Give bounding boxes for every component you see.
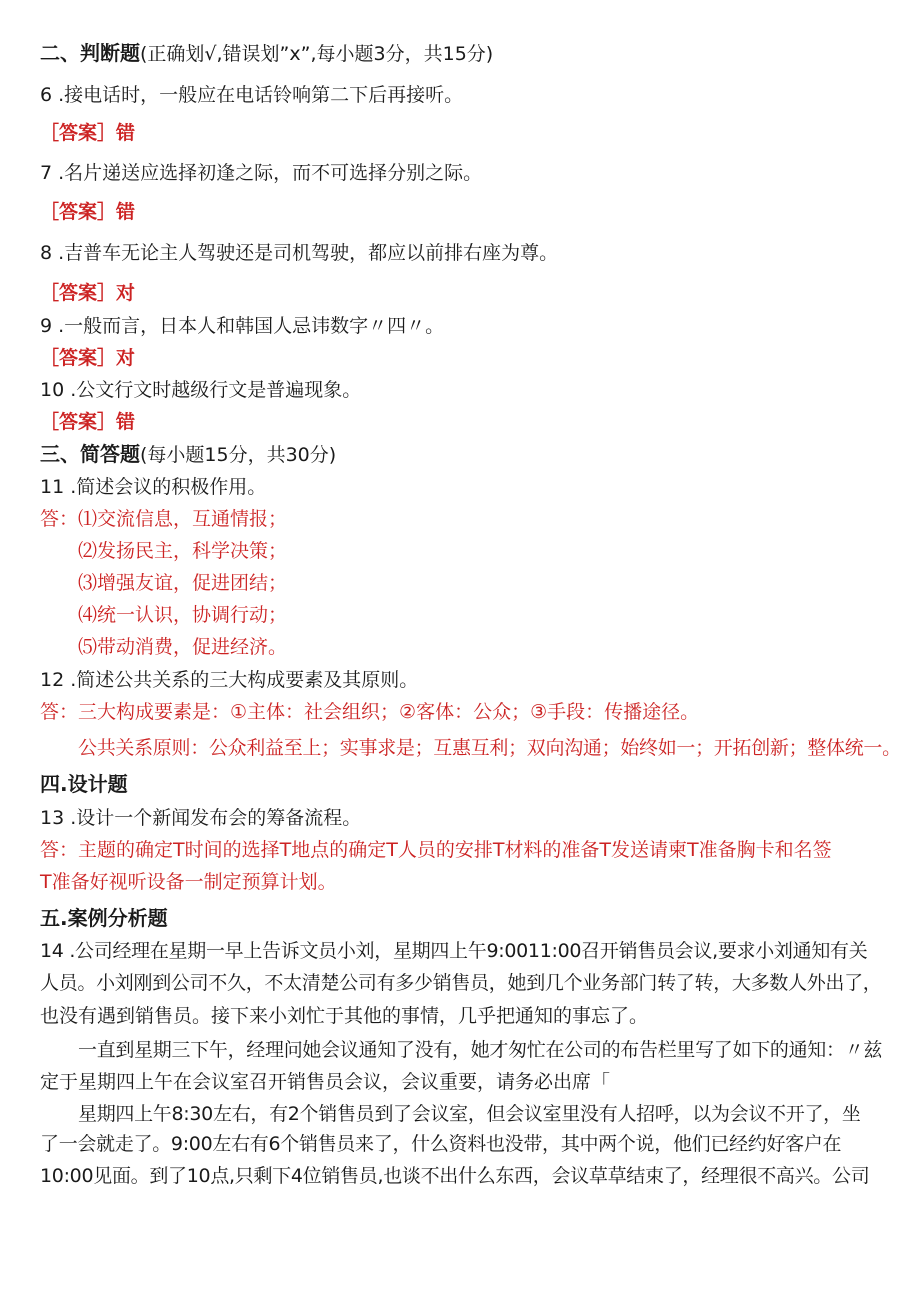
section-3-heading [40,441,336,468]
answer-6: ［答案］错 [40,122,136,144]
answer-11-line: ⑶增强友谊，促进团结； [78,572,288,594]
answer-7: ［答案］错 [40,201,136,223]
section-4-title: 四.设计题 [40,772,128,796]
section-2-heading [40,40,493,67]
case-text-line: 一直到星期三下午，经理问她会议通知了没有，她才匆忙在公司的布告栏里写了如下的通知：〃兹 [78,1039,883,1061]
section-3-title: 三、简答题 [40,442,140,466]
answer-11-line: ⑸带动消费，促进经济。 [78,636,288,658]
section-2-title: 二、判断题 [40,41,140,65]
answer-12-elements: 答：三大构成要素是：①主体：社会组织；②客体：公众；③手段：传播途径。 [40,701,700,723]
question-7: 7 .名片递送应选择初逢之际，而不可选择分别之际。 [40,162,483,184]
answer-12-principles: 公共关系原则：公众利益至上；实事求是；互惠互利；双向沟通；始终如一；开拓创新；整体统一。 [78,737,901,759]
answer-10: ［答案］错 [40,411,136,433]
case-text-line: 10:00见面。到了10点,只剩下4位销售员,也谈不出什么东西，会议草草结束了，经理很不高兴。公司 [40,1165,870,1187]
section-2-note: (正确划√,错误划”x”,每小题3分，共15分) [140,43,494,65]
answer-13-line-2: T准备好视听设备一制定预算计划。 [40,871,337,893]
case-text-line: 星期四上午8:30左右，有2个销售员到了会议室，但会议室里没有人招呼，以为会议不开了，坐 [78,1103,861,1125]
answer-13-line-1: 答：主题的确定T时间的选择T地点的确定T人员的安排T材料的准备T发送请柬T准备胸卡和名签 [40,839,832,861]
case-text-line: 14 .公司经理在星期一早上告诉文员小刘，星期四上午9:0011:00召开销售员会议,要求小刘通知有关 [40,940,868,962]
section-3-note: (每小题15分，共30分) [140,444,337,466]
question-6: 6 .接电话时，一般应在电话铃响第二下后再接听。 [40,84,464,106]
answer-8: ［答案］对 [40,282,136,304]
answer-11-line: ⑷统一认识，协调行动； [78,604,288,626]
question-11: 11 .简述会议的积极作用。 [40,476,267,498]
case-text-line: 了一会就走了。9:00左右有6个销售员来了，什么资料也没带，其中两个说，他们已经约好客户在 [40,1133,842,1155]
question-8: 8 .吉普车无论主人驾驶还是司机驾驶，都应以前排右座为尊。 [40,242,559,264]
case-text-line: 人员。小刘刚到公司不久，不太清楚公司有多少销售员，她到几个业务部门转了转，大多数人外出了， [40,972,882,994]
section-5-title: 五.案例分析题 [40,906,168,930]
case-text-line: 也没有遇到销售员。接下来小刘忙于其他的事情，几乎把通知的事忘了。 [40,1005,649,1027]
answer-11-line: 答：⑴交流信息，互通情报； [40,508,288,530]
question-12: 12 .简述公共关系的三大构成要素及其原则。 [40,669,419,691]
answer-9: ［答案］对 [40,347,136,369]
question-10: 10 .公文行文时越级行文是普遍现象。 [40,379,362,401]
question-13: 13 .设计一个新闻发布会的筹备流程。 [40,807,362,829]
answer-11-line: ⑵发扬民主，科学决策； [78,540,288,562]
question-9: 9 .一般而言，日本人和韩国人忌讳数字〃四〃。 [40,315,445,337]
case-text-line: 定于星期四上午在会议室召开销售员会议，会议重要，请务必出席「 [40,1071,611,1093]
